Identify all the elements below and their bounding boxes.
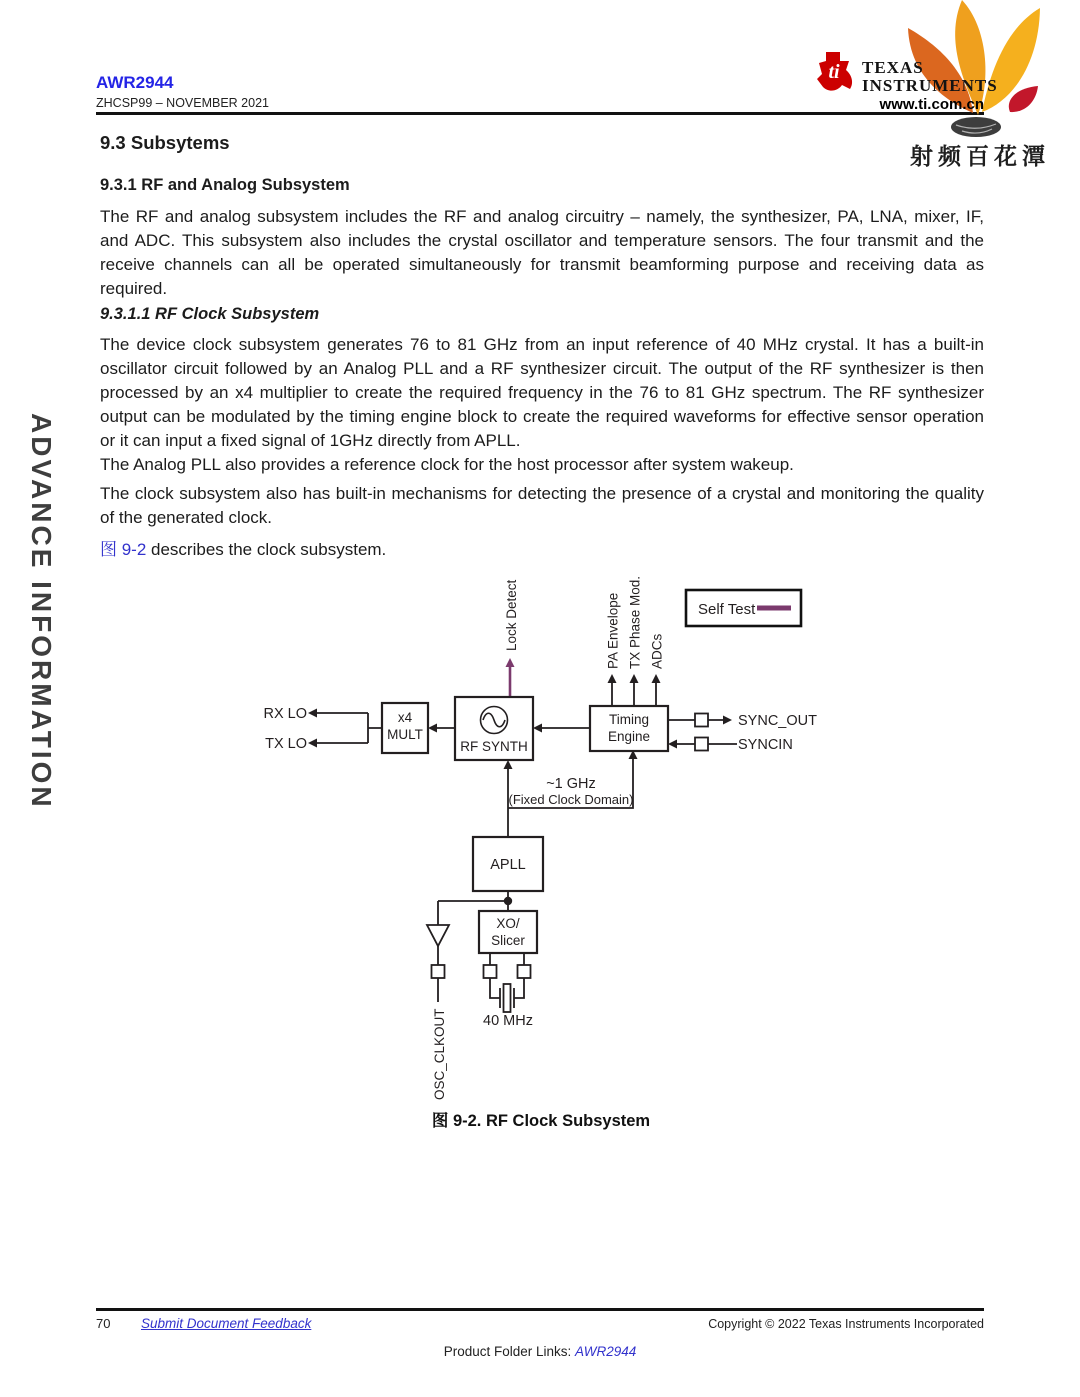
watermark-cjk-text: 射频百花潭 <box>910 143 1050 169</box>
clkout-buffer-icon <box>427 925 449 946</box>
advance-information-banner: ADVANCE INFORMATION <box>26 413 57 810</box>
tx-phase-mod-label: TX Phase Mod. <box>627 575 643 669</box>
crystal-icon <box>504 984 511 1012</box>
rx-lo-label: RX LO <box>263 706 307 722</box>
copyright-notice: Copyright © 2022 Texas Instruments Incorporated <box>708 1317 984 1331</box>
self-test-legend <box>686 590 801 626</box>
figure-9-2-link[interactable]: 图 9-2 <box>100 540 147 559</box>
rf-clock-subsystem-diagram <box>255 565 835 1135</box>
lock-detect-label: Lock Detect <box>504 579 519 651</box>
ti-logo-instruments: INSTRUMENTS <box>862 76 998 95</box>
sync-out-label: SYNC_OUT <box>738 713 817 729</box>
x4-mult-line1: x4 <box>397 710 413 725</box>
timing-engine-line2: Engine <box>607 729 651 744</box>
ti-bug-letters: ti <box>828 61 840 83</box>
osc-clkout-label: OSC_CLKOUT <box>432 1008 447 1100</box>
footer-divider <box>96 1308 984 1311</box>
syncin-label: SYNCIN <box>738 737 793 753</box>
xo-slicer-line2: Slicer <box>491 933 525 948</box>
crystal-freq-label: 40 MHz <box>483 1013 533 1029</box>
subsection-heading-rf-analog: 9.3.1 RF and Analog Subsystem <box>100 176 350 194</box>
product-folder-link[interactable]: AWR2944 <box>575 1344 637 1359</box>
doc-meta: ZHCSP99 – NOVEMBER 2021 <box>96 96 269 110</box>
tx-lo-label: TX LO <box>265 736 307 752</box>
x4-mult-line2: MULT <box>387 727 423 742</box>
xo-slicer-line1: XO/ <box>496 916 520 931</box>
ti-logo-texas: TEXAS <box>862 58 924 77</box>
timing-engine-line1: Timing <box>608 712 650 727</box>
block-timing-engine <box>590 706 668 751</box>
figure-reference-text: describes the clock subsystem. <box>146 540 387 559</box>
figure-caption: 图 9-2. RF Clock Subsystem <box>431 1112 651 1130</box>
block-apll <box>473 837 543 891</box>
block-x4-mult <box>382 703 428 753</box>
self-test-label: Self Test <box>698 601 756 618</box>
apll-label: APLL <box>490 857 526 873</box>
petal-red-drop <box>1009 86 1038 112</box>
paragraph-clock-subsystem: The device clock subsystem generates 76 to 81 GHz from an input reference of 40 MHz crystal. It has a built-in oscillator circuit followed by an Analog PLL and a RF synthesizer circuit. The output of the RF synthesizer is then processed by an x4 multiplier to create the required frequency in the 76 to 81 GHz spectrum. The RF synthesizer output can be modulated by the timing engine block to create the required waveforms for effective sensor operation or it can input a fixed signal of 1GHz directly from APLL. <box>100 335 984 450</box>
block-rf-synth <box>455 697 533 760</box>
paragraph-clock-monitoring: The clock subsystem also has built-in mechanisms for detecting the presence of a crystal and monitoring the quality of the generated clock. <box>100 484 984 527</box>
ti-logo-bug <box>812 50 858 94</box>
paragraph-apll-reference: The Analog PLL also provides a reference clock for the host processor after system wakeup. <box>100 455 794 474</box>
osc-clkout-pin <box>432 965 445 978</box>
paragraph-figure-reference <box>100 538 984 562</box>
pa-envelope-label: PA Envelope <box>605 592 621 669</box>
submit-feedback-link[interactable]: Submit Document Feedback <box>141 1316 312 1331</box>
sync-out-pin <box>695 714 708 727</box>
rf-synth-label: RF SYNTH <box>460 739 528 754</box>
paragraph-rf-analog: The RF and analog subsystem includes the RF and analog circuitry – namely, the synthesizer, PA, LNA, mixer, IF, and ADC. This subsystem also includes the crystal oscillator and temperature sensors. The four transmit and the receive channels can all be operated simultaneously for transmit beamforming purpose and receiving data as required. <box>100 207 984 298</box>
header-divider <box>96 112 984 115</box>
xo-pin-right <box>518 965 531 978</box>
doc-number-link[interactable]: AWR2944 <box>96 73 174 92</box>
product-folder-prefix: Product Folder Links: <box>443 1344 575 1359</box>
page-number: 70 <box>96 1316 111 1331</box>
subsection-heading-rf-clock: 9.3.1.1 RF Clock Subsystem <box>100 305 320 323</box>
product-folder-line <box>0 1344 1080 1359</box>
fixed-clock-domain-label: (Fixed Clock Domain) <box>508 792 634 807</box>
ti-site-link[interactable]: www.ti.com.cn <box>879 96 984 113</box>
one-ghz-label: ~1 GHz <box>546 776 596 792</box>
section-heading: 9.3 Subsytems <box>100 132 230 153</box>
adcs-label: ADCs <box>649 633 665 669</box>
xo-pin-left <box>484 965 497 978</box>
syncin-pin <box>695 738 708 751</box>
block-xo-slicer <box>479 911 537 953</box>
stone <box>951 117 1001 137</box>
